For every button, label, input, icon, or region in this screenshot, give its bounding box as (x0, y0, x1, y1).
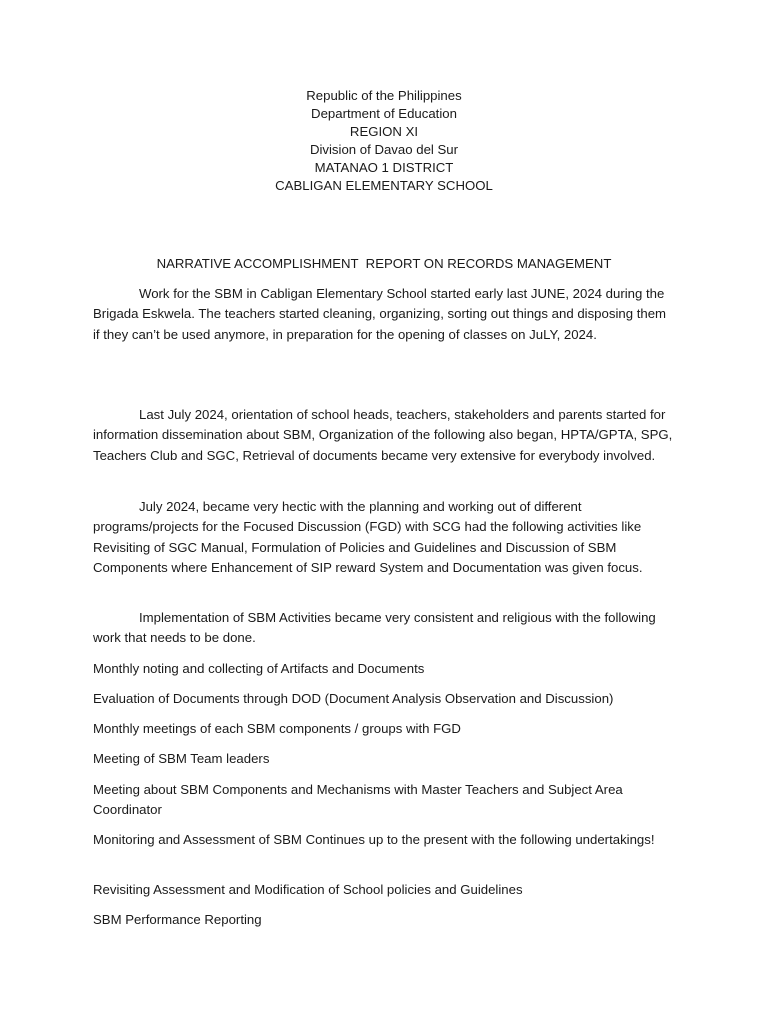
letterhead (0, 87, 768, 194)
letterhead-division: Division of Davao del Sur (309, 141, 459, 157)
letterhead-school: CABLIGAN ELEMENTARY SCHOOL (275, 177, 493, 193)
list-item: Monthly meetings of each SBM components / groups with FGD (93, 721, 461, 736)
paragraph-2: Last July 2024, orientation of school heads, teachers, stakeholders and parents started for information dissemination about SBM, Organization of the following also began, HPTA/GPTA, SPG, Teachers Club and SGC, Retrieval of documents became very extensive for everybody involved. (93, 407, 673, 463)
list-item: SBM Performance Reporting (93, 912, 262, 927)
list-item: Meeting of SBM Team leaders (93, 751, 270, 766)
list-item: Revisiting Assessment and Modification of School policies and Guidelines (93, 882, 523, 897)
paragraph-4: Implementation of SBM Activities became very consistent and religious with the following work that needs to be done. (93, 610, 656, 646)
report-title: NARRATIVE ACCOMPLISHMENT REPORT ON RECORDS MANAGEMENT (156, 256, 612, 271)
list-item: Monthly noting and collecting of Artifacts and Documents (93, 661, 425, 676)
letterhead-district: MATANAO 1 DISTRICT (314, 159, 454, 175)
letterhead-country: Republic of the Philippines (306, 88, 462, 103)
letterhead-region: REGION XI (349, 123, 419, 139)
letterhead-department: Department of Education (311, 105, 457, 121)
list-item: Evaluation of Documents through DOD (Document Analysis Observation and Discussion) (93, 691, 614, 706)
paragraph-3: July 2024, became very hectic with the planning and working out of different programs/projects for the Focused Discussion (FGD) with SCG had the following activities like Revisiting of SGC Manual, Formulation of Policies and Guidelines and Discussion of SBM Components where Enhancement of SIP reward System and Documentation was given focus. (93, 499, 643, 576)
list-item: Monitoring and Assessment of SBM Continues up to the present with the following undertakings! (93, 832, 655, 847)
paragraph-1: Work for the SBM in Cabligan Elementary School started early last JUNE, 2024 during the Brigada Eskwela. The teachers started cleaning, organizing, sorting out things and disposing them if they can’t be used anymore, in preparation for the opening of classes on JuLY, 2024. (93, 286, 667, 342)
list-item: Meeting about SBM Components and Mechanisms with Master Teachers and Subject Area Coordinator (93, 782, 623, 818)
